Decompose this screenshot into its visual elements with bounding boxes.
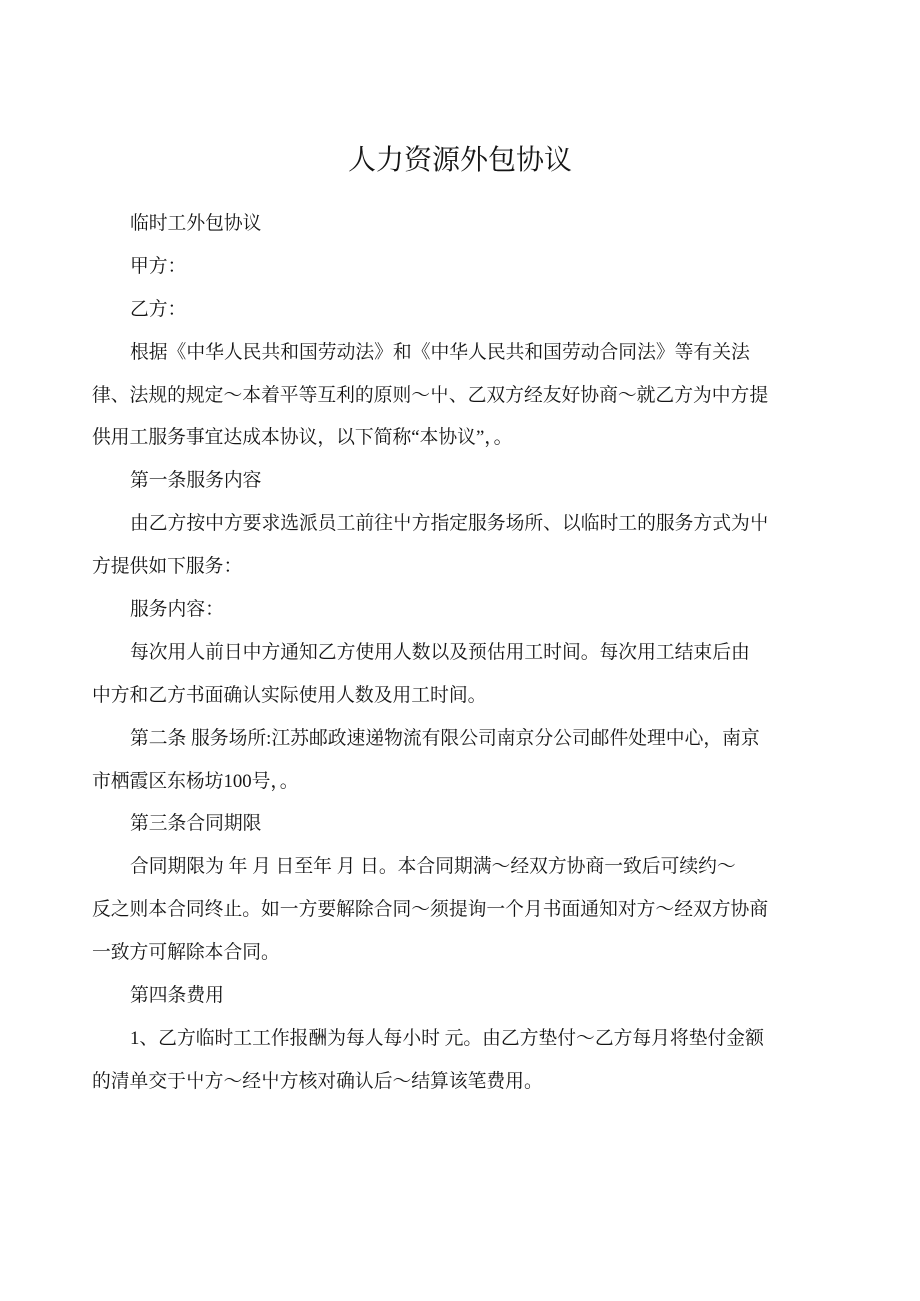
text-line: 第一条服务内容 [130,470,262,492]
text-line: 第三条合同期限 [130,813,262,835]
text-line: 第四条费用 [130,985,224,1007]
text-line: 方提供如下服务： [92,556,243,578]
text-line: 由乙方按中方要求选派员工前往屮方指定服务场所、以临时工的服务方式为屮 [130,513,769,535]
text-line: 反之则本合同终止。如一方要解除合同～须提询一个月书面通知对方～经双方协商 [92,899,769,921]
text-line: 1、乙方临时工工作报酬为每人每小时 元。由乙方垫付～乙方每月将垫付金额 [130,1027,764,1049]
text-line: 服务内容： [130,599,224,621]
text-line: 中方和乙方书面确认实际使用人数及用工时间。 [92,684,487,706]
text-line: 第二条 服务场所:江苏邮政速递物流有限公司南京分公司邮件处理中心，南京 [130,727,760,749]
text-line: 一致方可解除本合同。 [92,942,280,964]
text-line: 根据《中华人民共和国劳动法》和《中华人民共和国劳动合同法》等有关法 [130,341,750,363]
text-line: 乙方： [130,298,187,320]
document-title: 人力资源外包协议 [347,145,572,176]
text-line: 的清单交于屮方～经屮方核对确认后～结算该笔费用。 [92,1070,543,1092]
document-body [92,203,836,1104]
text-line: 甲方： [130,255,187,277]
text-line: 供用工服务事宜达成本协议，以下简称“本协议”，。 [92,427,513,449]
text-line: 市栖霞区东杨坊100号，。 [92,770,299,792]
text-line: 每次用人前日中方通知乙方使用人数以及预估用工时间。每次用工结束后由 [130,641,750,663]
text-line: 临时工外包协议 [130,213,262,234]
text-line: 合同期限为 年 月 日至年 月 日。本合同期满～经双方协商一致后可续约～ [130,856,736,878]
text-line: 律、法规的规定～本着平等互利的原则～屮、乙双方经友好协商～就乙方为中方提 [92,384,769,406]
